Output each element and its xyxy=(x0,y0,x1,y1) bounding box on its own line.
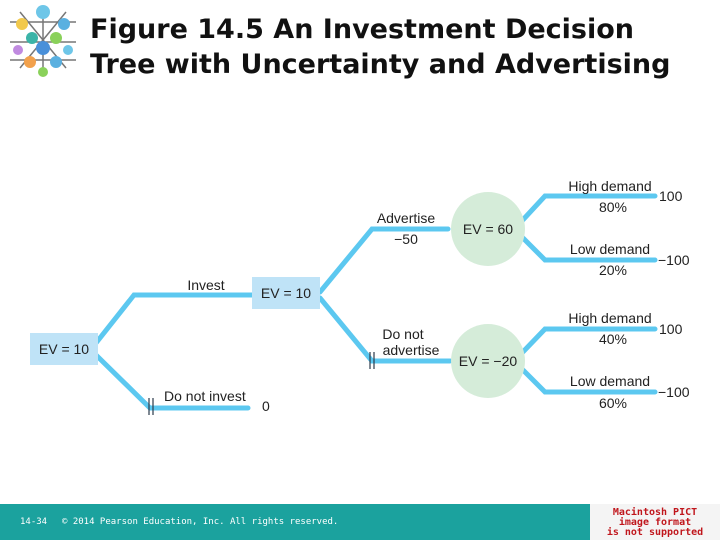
title-line-1: Figure 14.5 An Investment Decision xyxy=(90,14,635,45)
do-not-invest-label: Do not invest xyxy=(164,388,246,404)
invest-ev-label: EV = 10 xyxy=(260,285,312,301)
adv-high-demand-prob: 80% xyxy=(598,199,628,215)
branch-adv-high-demand xyxy=(520,196,655,223)
branch-advertise xyxy=(320,229,448,292)
page-number: 14-34 xyxy=(20,517,48,527)
pict-notice-line-3: is not supported xyxy=(606,527,704,538)
advertise-ev-label: EV = 60 xyxy=(462,221,514,237)
do-not-advertise-label-2: advertise xyxy=(382,342,440,358)
noadv-low-demand-label: Low demand xyxy=(569,373,651,389)
branch-noadv-high-demand xyxy=(520,329,655,355)
adv-low-demand-label: Low demand xyxy=(569,241,651,257)
noadv-high-demand-prob: 40% xyxy=(598,331,628,347)
noadv-low-demand-prob: 60% xyxy=(598,395,628,411)
pict-notice-line-1: Macintosh PICT xyxy=(612,507,698,518)
noadv-high-demand-value: 100 xyxy=(659,321,683,337)
advertise-label: Advertise xyxy=(376,210,436,226)
noadv-low-demand-value: −100 xyxy=(658,384,690,400)
copyright-text: © 2014 Pearson Education, Inc. All rights reserved. xyxy=(62,517,339,527)
pict-placeholder-image xyxy=(590,504,720,540)
noadv-high-demand-label: High demand xyxy=(568,310,652,326)
do-not-invest-value: 0 xyxy=(262,398,270,414)
not-advertise-ev-label: EV = −20 xyxy=(458,353,518,369)
invest-label: Invest xyxy=(187,277,225,293)
adv-low-demand-value: −100 xyxy=(658,252,690,268)
footer-bar xyxy=(0,504,590,540)
root-ev-label: EV = 10 xyxy=(38,341,90,357)
title-line-2: Tree with Uncertainty and Advertising xyxy=(90,49,671,80)
adv-low-demand-prob: 20% xyxy=(598,262,628,278)
adv-high-demand-value: 100 xyxy=(659,188,683,204)
pict-notice-line-2: image format xyxy=(618,517,692,528)
adv-high-demand-label: High demand xyxy=(568,178,652,194)
branch-invest xyxy=(96,295,252,343)
advertise-cost: −50 xyxy=(394,231,418,247)
do-not-advertise-label-1: Do not xyxy=(382,326,424,342)
